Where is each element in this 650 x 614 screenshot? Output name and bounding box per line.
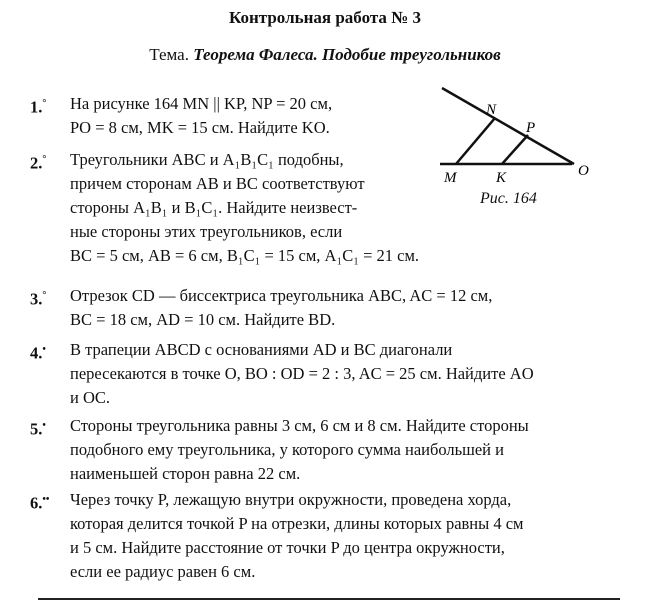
- problem-number: 5.•: [30, 419, 46, 439]
- problem-text: [70, 488, 610, 584]
- segment-kp: [502, 135, 528, 164]
- problem-number: 4.•: [30, 343, 46, 363]
- text-line: подобного ему треугольника, у которого сумма наибольшей и: [70, 440, 504, 459]
- text-line: ные стороны этих треугольников, если: [70, 222, 343, 241]
- text-line: если ее радиус равен 6 см.: [70, 562, 256, 581]
- text-line: На рисунке 164 MN || KP, NP = 20 см,: [70, 94, 333, 113]
- problem-number: 2.°: [30, 153, 47, 173]
- text-line: причем сторонам AB и BC соответствуют: [70, 174, 365, 193]
- problem-text: [70, 284, 610, 332]
- text-line: наименьшей сторон равна 22 см.: [70, 464, 301, 483]
- topic-name: Теорема Фалеса. Подобие треугольников: [193, 45, 501, 64]
- text-line: Отрезок CD — биссектриса треугольника ABC, AC = 12 см,: [70, 286, 493, 305]
- text-line: и 5 см. Найдите расстояние от точки P до центра окружности,: [70, 538, 505, 557]
- topic-line: [0, 45, 650, 65]
- label-n: N: [486, 102, 497, 118]
- text-line: BC = 5 см, AB = 6 см, B₁C₁ = 15 см, A₁C₁ = 21 см.: [70, 246, 420, 265]
- label-k: K: [496, 170, 507, 186]
- problem-text: [70, 148, 440, 268]
- problem-text: [70, 414, 610, 486]
- topic-prefix: Тема.: [149, 45, 194, 64]
- figure-caption: Рис. 164: [480, 190, 537, 207]
- page-title: Контрольная работа № 3: [229, 8, 421, 27]
- text-line: BC = 18 см, AD = 10 см. Найдите BD.: [70, 310, 336, 329]
- line-no: [442, 88, 574, 164]
- text-line: В трапеции ABCD с основаниями AD и BC диагонали: [70, 340, 453, 359]
- text-line: PO = 8 см, MK = 15 см. Найдите KO.: [70, 118, 330, 137]
- problem-number: 1.°: [30, 97, 47, 117]
- label-m: M: [444, 170, 457, 186]
- text-line: которая делится точкой P на отрезки, длины которых равны 4 см: [70, 514, 524, 533]
- bottom-rule: [38, 598, 620, 600]
- label-o: O: [578, 163, 589, 179]
- text-line: Стороны треугольника равны 3 см, 6 см и 8 см. Найдите стороны: [70, 416, 529, 435]
- text-line: пересекаются в точке O, BO : OD = 2 : 3, AC = 25 см. Найдите AO: [70, 364, 534, 383]
- problem-number: 3.°: [30, 289, 47, 309]
- text-line: стороны A₁B₁ и B₁C₁. Найдите неизвест-: [70, 198, 358, 217]
- segment-mn: [456, 118, 495, 164]
- problem-number: 6.••: [30, 493, 50, 513]
- problem-text: [70, 338, 610, 410]
- label-p: P: [526, 120, 536, 136]
- text-line: Через точку P, лежащую внутри окружности, проведена хорда,: [70, 490, 512, 509]
- problem-text: [70, 92, 420, 140]
- text-line: и OC.: [70, 388, 111, 407]
- text-line: Треугольники ABC и A₁B₁C₁ подобны,: [70, 150, 344, 169]
